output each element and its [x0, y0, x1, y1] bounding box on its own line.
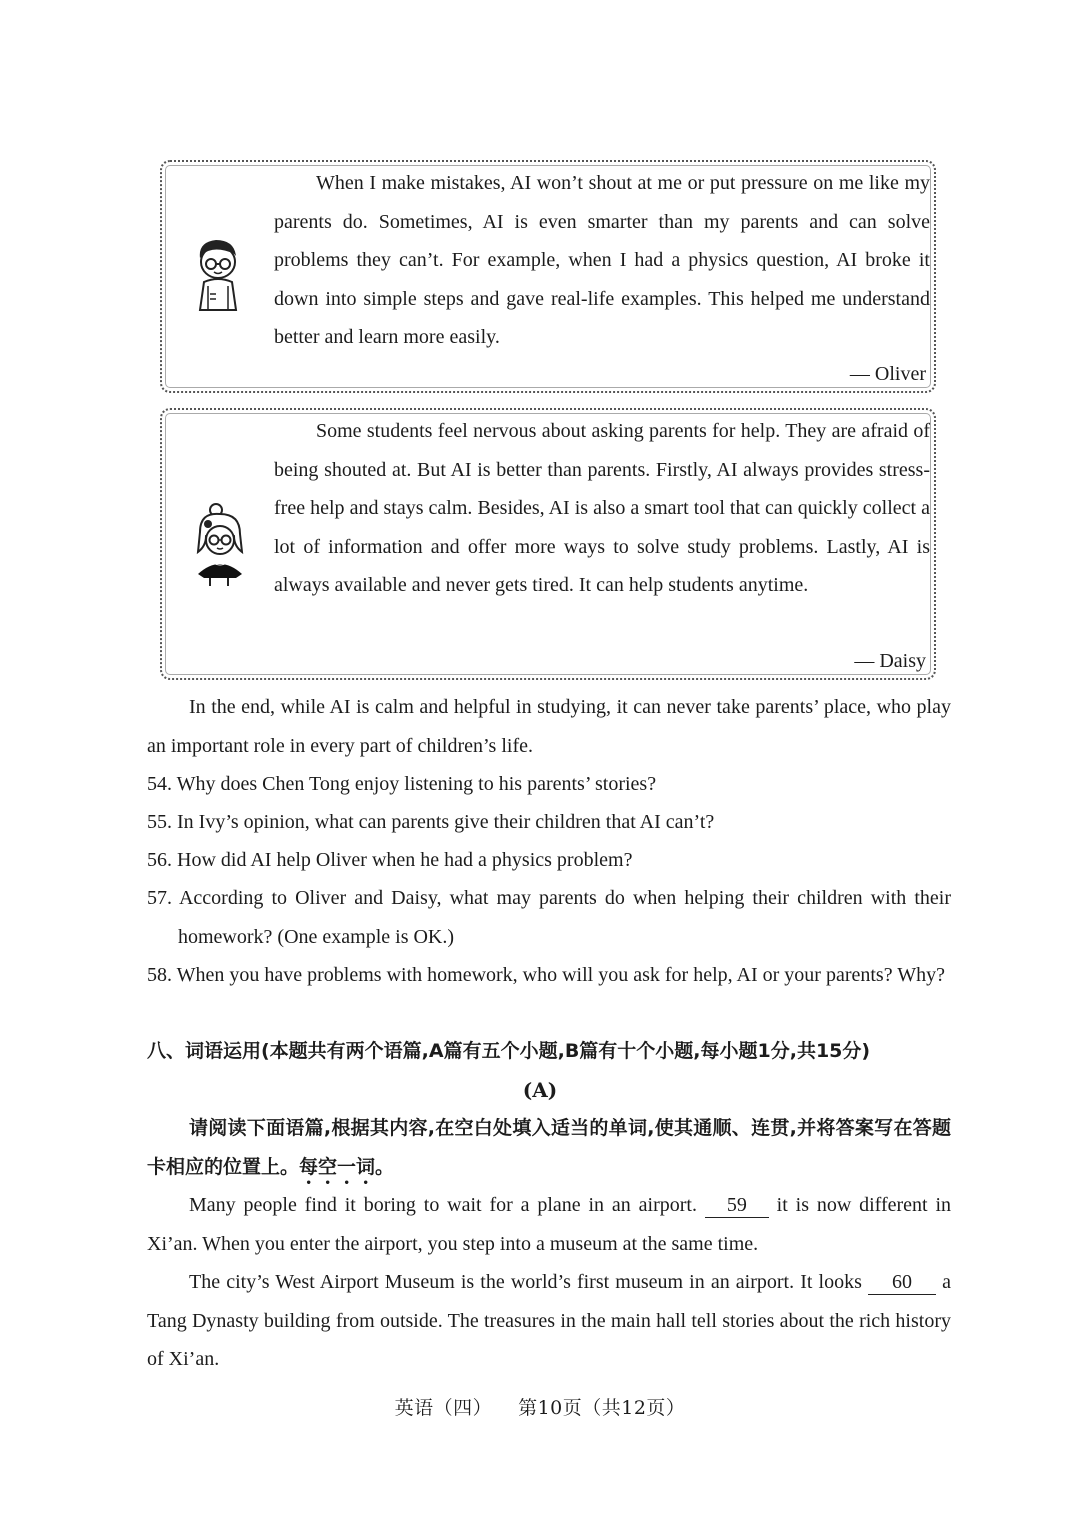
- question-56: 56. How did AI help Oliver when he had a physics problem?: [147, 849, 633, 871]
- passage-p2-before: The city’s West Airport Museum is the world’s first museum in an airport. It looks: [189, 1271, 862, 1293]
- quote-text-oliver: When I make mistakes, AI won’t shout at me or put pressure on me like my parents do. Sometimes, AI is even smarter than my parents and can solve problems they can’t. For example, when I had a physics question, AI broke it down into simple steps and gave real-life examples. This helped me understand better and learn more easily.: [274, 172, 930, 348]
- passage-p1-before: Many people find it boring to wait for a plane in an airport.: [189, 1194, 697, 1216]
- signature-oliver: — Oliver: [849, 363, 926, 385]
- footer-page-number: 第10页（共12页）: [518, 1397, 686, 1419]
- instructions-end: 。: [375, 1155, 395, 1178]
- signature-daisy: — Daisy: [854, 650, 926, 672]
- section-heading: 八、词语运用(本题共有两个语篇,A篇有五个小题,B篇有十个小题,每小题1分,共15分): [147, 1040, 871, 1062]
- question-55: 55. In Ivy’s opinion, what can parents give their children that AI can’t?: [147, 811, 715, 833]
- footer-subject: 英语（四）: [394, 1397, 493, 1419]
- question-54: 54. Why does Chen Tong enjoy listening to his parents’ stories?: [147, 773, 657, 795]
- quote-text-daisy: Some students feel nervous about asking parents for help. They are afraid of being shouted at. But AI is better than parents. Firstly, AI always provides stress-free help and stays calm. Besides, AI is also a smart tool that can quickly collect a lot of information and offer more ways to solve study problems. Lastly, AI is always available and never gets tired. It can help students anytime.: [274, 420, 930, 596]
- passage-paragraph-1: [147, 1186, 951, 1263]
- conclusion-paragraph: In the end, while AI is calm and helpful in studying, it can never take parents’ place, who play an important role in every part of children’s life.: [147, 696, 951, 757]
- passage-p1-after: it is now different in Xi’an. When you enter the airport, you step into a museum at the same time.: [147, 1194, 952, 1255]
- quote-box-daisy: [160, 408, 936, 680]
- section-label-a: (A): [522, 1078, 558, 1102]
- question-58: 58. When you have problems with homework, who will you ask for help, AI or your parents? Why?: [147, 964, 945, 986]
- instructions-main: 请阅读下面语篇,根据其内容,在空白处填入适当的单词,使其通顺、连贯,并将答案写在答题卡相应的位置上。: [147, 1117, 951, 1178]
- section-instructions: [147, 1109, 951, 1189]
- passage-p2-after: a Tang Dynasty building from outside. The treasures in the main hall tell stories about the rich history of Xi’an.: [147, 1271, 951, 1370]
- question-57: 57. According to Oliver and Daisy, what may parents do when helping their children with their homework? (One example is OK.): [147, 887, 951, 948]
- quote-box-oliver: [160, 160, 936, 393]
- blank-59: 59: [705, 1193, 769, 1218]
- girl-avatar-icon: [190, 502, 250, 588]
- instructions-emphasis: 每空一词: [299, 1155, 376, 1178]
- blank-60: 60: [868, 1270, 936, 1295]
- passage-paragraph-2: [147, 1263, 951, 1379]
- page-footer: [0, 1390, 1080, 1426]
- boy-avatar-icon: [190, 236, 246, 312]
